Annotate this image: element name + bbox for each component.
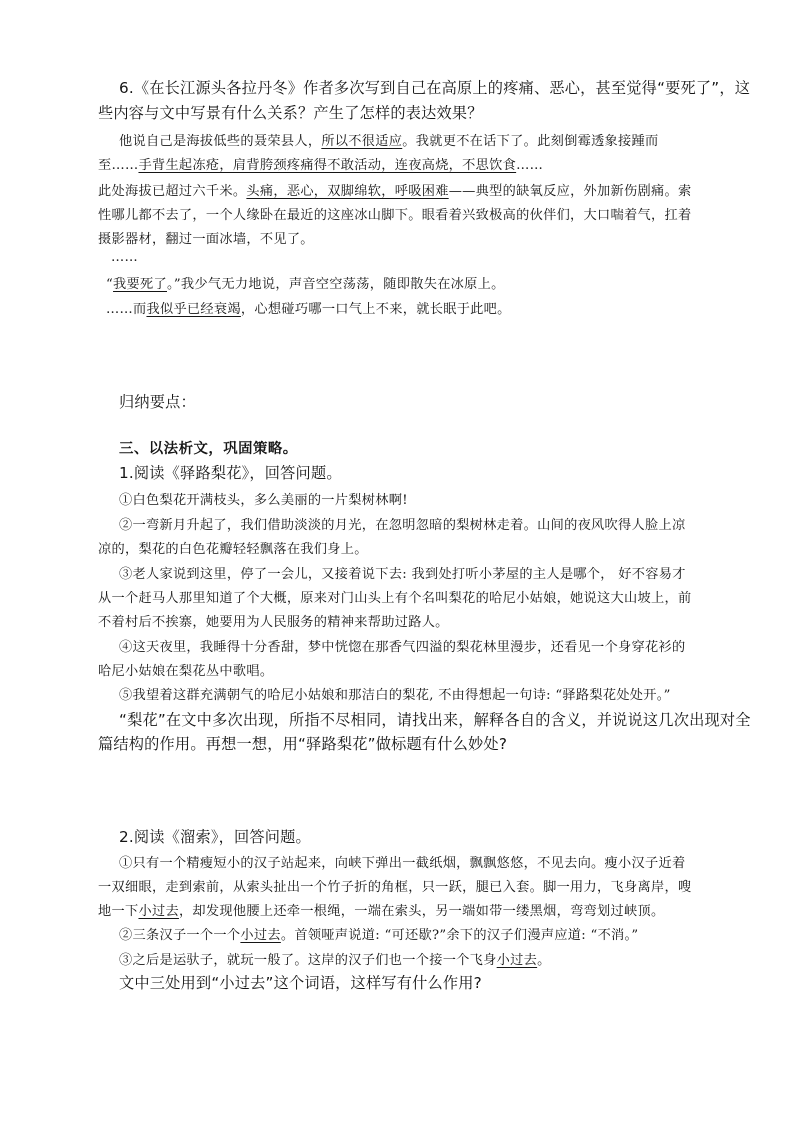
underlined-phrase: 小过去: [138, 904, 179, 919]
underlined-phrase: 所以不很适应: [321, 134, 403, 149]
excerpt-line: ……而我似乎已经衰竭，心想碰巧哪一口气上不来，就长眠于此吧。: [106, 302, 511, 317]
passage-line: ②三条汉子一个一个小过去。首领哑声说道: “可还歇?”余下的汉子们漫声应道: “不消。”: [119, 928, 639, 943]
underlined-phrase: 我要死了: [113, 277, 167, 292]
excerpt-line: 此处海拔已超过六千米。头痛，恶心，双脚绵软，呼吸困难——典型的缺氧反应，外加新伤剧痛。索: [98, 184, 692, 199]
passage-line: ①只有一个精瘦短小的汉子站起来，向峡下弹出一截纸烟，飘飘悠悠，不见去向。瘦小汉子近着: [119, 856, 686, 871]
question-6-line-1: 6.《在长江源头各拉丹冬》作者多次写到自己在高原上的疼痛、恶心，甚至觉得“要死了”，这: [119, 79, 751, 97]
passage-line: ③之后是运驮子，就玩一般了。这岸的汉子们也一个接一个飞身小过去。: [119, 953, 551, 968]
passage-line: ④这天夜里，我睡得十分香甜，梦中恍惚在那香气四溢的梨花林里漫步，还看见一个身穿花衫的: [119, 640, 686, 655]
passage-line: 凉的，梨花的白色花瓣轻轻飘落在我们身上。: [98, 542, 368, 557]
excerpt-line: 他说自己是海拔低些的聂荣县人，所以不很适应。我就更不在话下了。此刻倒霉透象接踵而: [119, 134, 659, 149]
section-heading: 三、以法析文，巩固策略。: [119, 441, 298, 457]
passage-line: ③老人家说到这里，停了一会儿，又接着说下去: 我到处打听小茅屋的主人是哪个， 好不容易才: [119, 567, 686, 582]
passage-line: ②一弯新月升起了，我们借助淡淡的月光，在忽明忽暗的梨树林走着。山间的夜风吹得人脸上凉: [119, 518, 686, 533]
excerpt-line: 至……手背生起冻疮，肩背胯颈疼痛得不敢活动，连夜高烧，不思饮食……: [98, 158, 544, 173]
question-1-ask: “梨花”在文中多次出现，所指不尽相同，请找出来，解释各自的含义，并说说这几次出现对全: [119, 711, 751, 729]
summary-label: 归纳要点：: [119, 393, 196, 411]
passage-line: ①白色梨花开满枝头，多么美丽的一片梨树林啊!: [119, 493, 408, 508]
underlined-phrase: 小过去: [240, 928, 281, 943]
excerpt-line: 摄影器材，翻过一面冰墙，不见了。: [98, 232, 314, 247]
question-2-ask: 文中三处用到“小过去”这个词语，这样写有什么作用?: [119, 974, 482, 992]
question-6-line-2: 些内容与文中写景有什么关系？产生了怎样的表达效果？: [98, 104, 483, 122]
question-1-title: 1.阅读《驿路梨花》，回答问题。: [119, 464, 342, 482]
underlined-phrase: 小过去: [496, 953, 538, 968]
passage-line: ⑤我望着这群充满朝气的哈尼小姑娘和那洁白的梨花, 不由得想起一句诗: “驿路梨花处处开。”: [119, 688, 671, 703]
excerpt-ellipsis: ……: [111, 250, 138, 265]
passage-line: 一双细眼，走到索前，从索头扯出一个竹子折的角框，只一跃，腿已入套。脚一用力，飞身离岸，嗖: [98, 880, 692, 895]
excerpt-line: “我要死了。”我少气无力地说，声音空空荡荡，随即散失在冰原上。: [106, 277, 505, 292]
question-1-ask: 篇结构的作用。再想一想，用“驿路梨花”做标题有什么妙处?: [98, 735, 508, 753]
underlined-phrase: 手背生起冻疮，肩背胯颈疼痛得不敢活动，连夜高烧，不思饮食: [138, 158, 517, 173]
question-2-title: 2.阅读《溜索》，回答问题。: [119, 828, 311, 846]
excerpt-line: 性哪儿都不去了，一个人缘卧在最近的这座冰山脚下。眼看着兴致极高的伙伴们，大口喘着气，扛着: [98, 208, 692, 223]
passage-line: 不着村后不挨寨，她要用为人民服务的精神来帮助过路人。: [98, 615, 449, 630]
passage-line: 地一下小过去，却发现他腰上还牵一根绳，一端在索头，另一端如带一缕黑烟，弯弯划过峡顶。: [98, 904, 665, 919]
passage-line: 从一个赶马人那里知道了个大概，原来对门山头上有个名叫梨花的哈尼小姑娘，她说这大山坡上，前: [98, 591, 692, 606]
passage-line: 哈尼小姑娘在梨花丛中歌唱。: [98, 664, 274, 679]
underlined-phrase: 我似乎已经衰竭: [146, 302, 241, 317]
underlined-phrase: 头痛，恶心，双脚绵软，呼吸困难: [246, 184, 449, 199]
